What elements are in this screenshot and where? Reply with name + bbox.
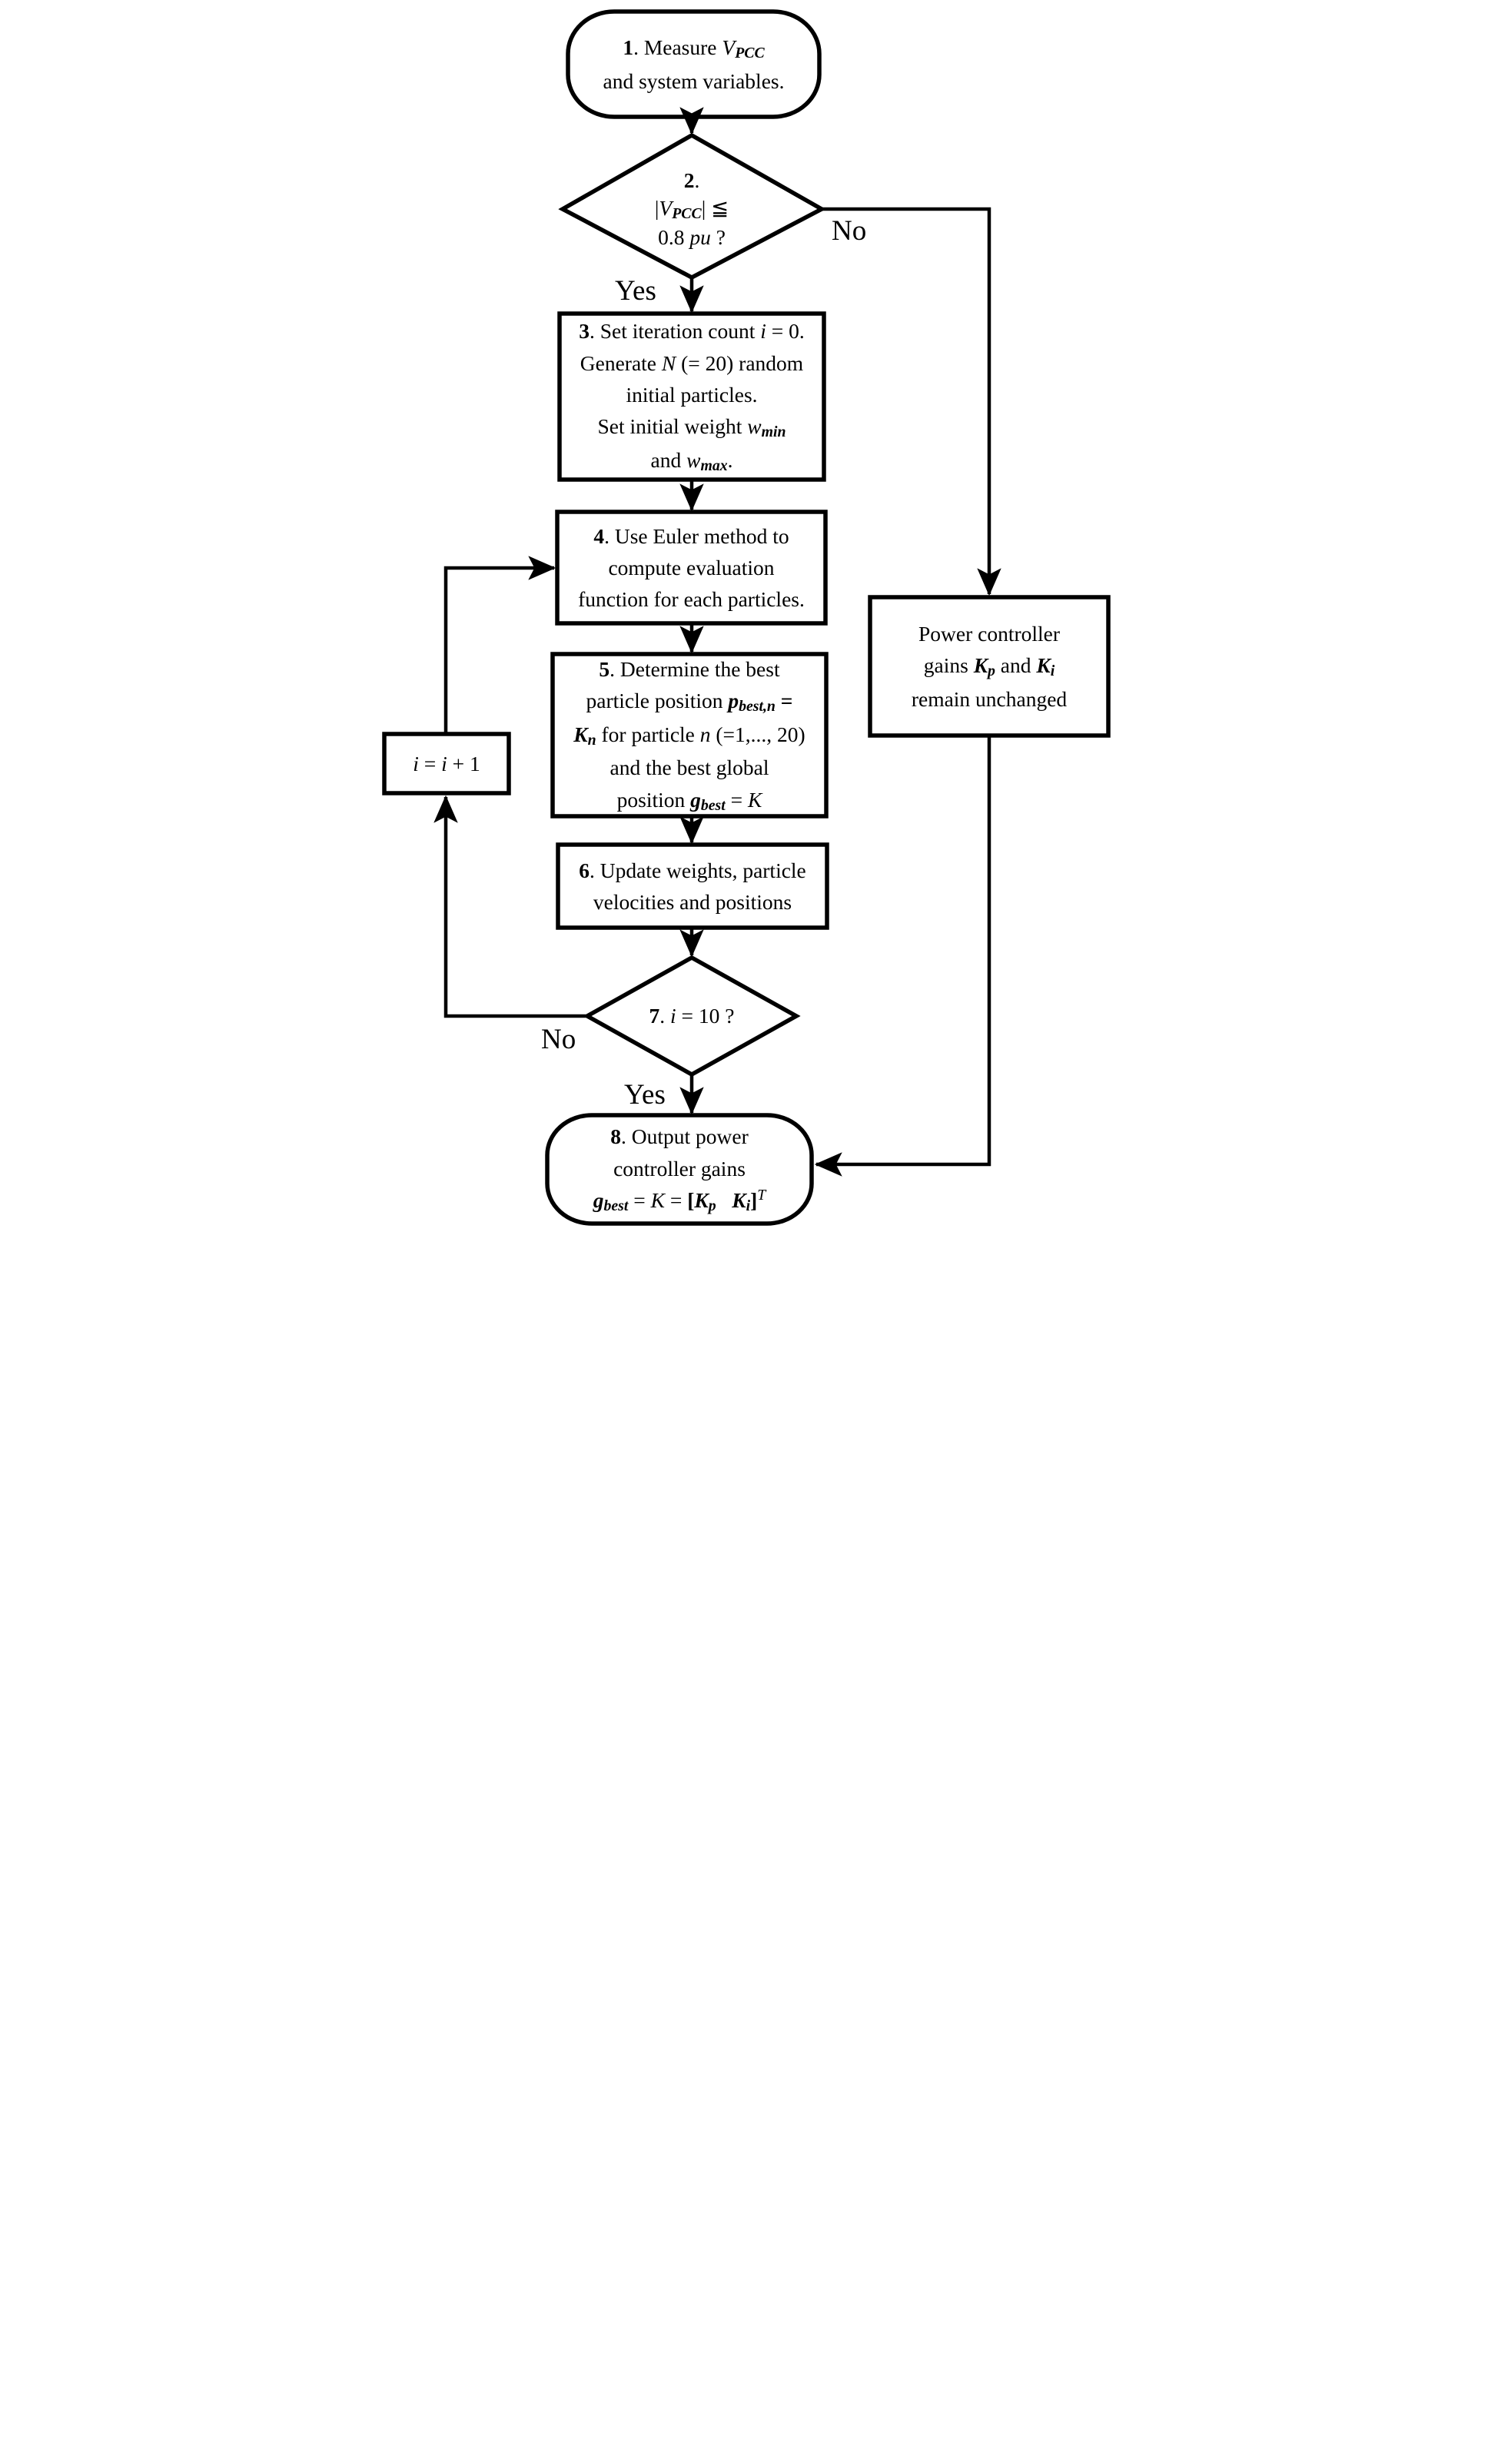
text-line: controller gains [613, 1156, 746, 1181]
text-line: 5. Determine the best [599, 656, 780, 681]
text-line: Set initial weight wmin [597, 414, 786, 441]
step7-decision-text [600, 958, 784, 1074]
text-line: 1. Measure VPCC [623, 35, 765, 61]
text-line: Power controller [918, 621, 1061, 646]
edge-inc-box-step4 [446, 568, 554, 734]
text-line: Generate N (= 20) random [580, 350, 804, 375]
inc-box-text [384, 734, 509, 793]
step4-process-text [557, 512, 825, 623]
step2-no-label: No [832, 215, 867, 247]
text-line: and system variables. [603, 68, 785, 93]
text-line: |VPCC| ≦ [654, 195, 729, 222]
step6-process-text [558, 845, 827, 928]
step1-terminator-text [568, 12, 819, 117]
step5-process-text [553, 654, 826, 816]
flowchart-page [372, 0, 1116, 1232]
text-line: compute evaluation [608, 555, 775, 579]
step2-decision-text [589, 144, 795, 274]
text-line: 4. Use Euler method to [593, 523, 789, 548]
step7-no-label: No [541, 1024, 576, 1055]
text-line: i = i + 1 [413, 751, 480, 775]
step7-yes-label: Yes [624, 1079, 666, 1111]
text-line: position gbest = K [616, 787, 762, 814]
step3-process-text [560, 314, 824, 480]
side-box-text [870, 597, 1108, 736]
text-line: 2. [683, 168, 700, 192]
text-line: Kn for particle n (=1,..., 20) [573, 722, 805, 749]
text-line: 8. Output power [610, 1124, 749, 1149]
text-line: and wmax. [650, 447, 733, 474]
step8-terminator-text [547, 1115, 812, 1224]
text-line: function for each particles. [578, 587, 805, 612]
text-line: initial particles. [626, 382, 758, 407]
text-line: 6. Update weights, particle [579, 858, 806, 882]
text-line: 0.8 pu ? [658, 225, 726, 250]
text-line: remain unchanged [911, 686, 1068, 711]
step2-yes-label: Yes [615, 275, 656, 307]
text-line: and the best global [609, 755, 769, 780]
edge-side-box-step8 [816, 736, 989, 1164]
text-line: 7. i = 10 ? [649, 1004, 735, 1028]
edge-step2-no-side-box [822, 209, 989, 594]
text-line: gbest = K = [Kp Ki]$^T$ [593, 1187, 766, 1214]
text-line: velocities and positions [593, 890, 792, 914]
text-line: gains Kp and Ki [923, 653, 1055, 680]
text-line: particle position pbest,n = [586, 689, 793, 715]
text-line: 3. Set iteration count i = 0. [579, 319, 805, 344]
